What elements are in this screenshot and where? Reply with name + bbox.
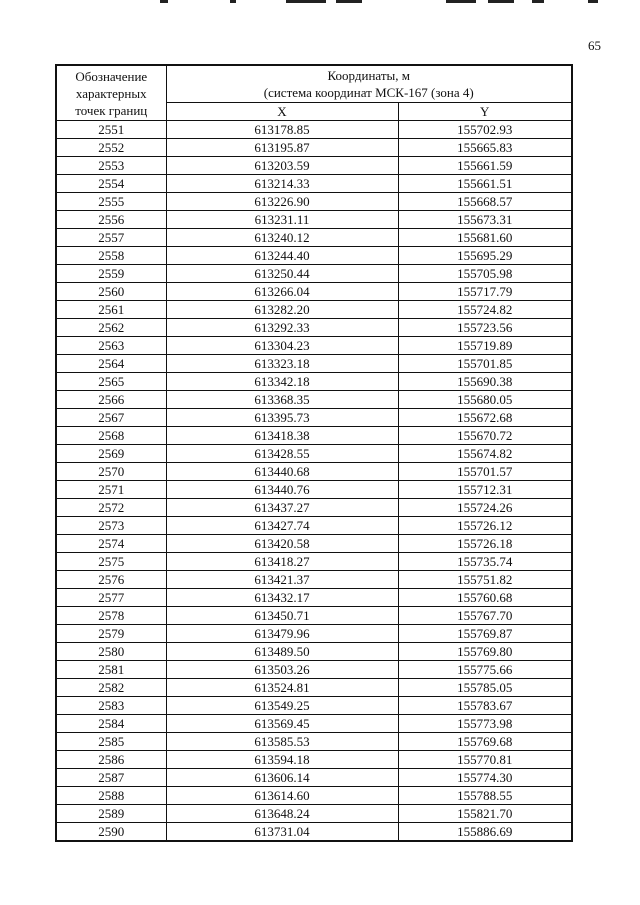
point-cell: 2588 <box>56 787 166 805</box>
y-coordinate-cell: 155719.89 <box>398 337 572 355</box>
y-coordinate-cell: 155701.57 <box>398 463 572 481</box>
table-row <box>56 247 572 265</box>
y-coordinate-cell: 155674.82 <box>398 445 572 463</box>
table-header <box>56 65 572 121</box>
y-coordinate-cell: 155726.12 <box>398 517 572 535</box>
y-coordinate-cell: 155726.18 <box>398 535 572 553</box>
point-cell: 2554 <box>56 175 166 193</box>
y-coordinate-cell: 155783.67 <box>398 697 572 715</box>
x-coordinate-cell: 613432.17 <box>166 589 398 607</box>
x-coordinate-cell: 613250.44 <box>166 265 398 283</box>
point-cell: 2571 <box>56 481 166 499</box>
table-row <box>56 535 572 553</box>
point-cell: 2579 <box>56 625 166 643</box>
scan-mark <box>230 0 236 3</box>
table-row <box>56 643 572 661</box>
table-row <box>56 175 572 193</box>
point-cell: 2577 <box>56 589 166 607</box>
point-cell: 2552 <box>56 139 166 157</box>
table-row <box>56 139 572 157</box>
point-cell: 2560 <box>56 283 166 301</box>
x-coordinate-cell: 613420.58 <box>166 535 398 553</box>
x-coordinate-cell: 613427.74 <box>166 517 398 535</box>
point-cell: 2581 <box>56 661 166 679</box>
x-coordinate-cell: 613549.25 <box>166 697 398 715</box>
point-cell: 2559 <box>56 265 166 283</box>
x-coordinate-cell: 613418.27 <box>166 553 398 571</box>
x-coordinate-cell: 613594.18 <box>166 751 398 769</box>
y-coordinate-cell: 155705.98 <box>398 265 572 283</box>
table-row <box>56 787 572 805</box>
y-coordinate-cell: 155821.70 <box>398 805 572 823</box>
x-coordinate-cell: 613440.76 <box>166 481 398 499</box>
point-cell: 2568 <box>56 427 166 445</box>
scan-mark <box>488 0 514 3</box>
point-header-line-1: Обозначение <box>75 69 148 84</box>
y-coordinate-cell: 155785.05 <box>398 679 572 697</box>
y-coordinate-cell: 155788.55 <box>398 787 572 805</box>
y-coordinate-cell: 155724.82 <box>398 301 572 319</box>
y-coordinate-cell: 155661.59 <box>398 157 572 175</box>
point-cell: 2566 <box>56 391 166 409</box>
point-header-line-3: точек границ <box>75 103 148 118</box>
coordinates-header-line-2: (система координат МСК-167 (зона 4) <box>263 85 474 100</box>
x-coordinate-cell: 613244.40 <box>166 247 398 265</box>
table-row <box>56 499 572 517</box>
table-row <box>56 751 572 769</box>
table-row <box>56 823 572 842</box>
y-coordinate-cell: 155665.83 <box>398 139 572 157</box>
table-row <box>56 805 572 823</box>
y-coordinate-cell: 155712.31 <box>398 481 572 499</box>
x-coordinate-cell: 613585.53 <box>166 733 398 751</box>
table-row <box>56 193 572 211</box>
x-coordinate-cell: 613428.55 <box>166 445 398 463</box>
table-row <box>56 337 572 355</box>
x-coordinate-cell: 613395.73 <box>166 409 398 427</box>
table-row <box>56 409 572 427</box>
x-coordinate-cell: 613731.04 <box>166 823 398 842</box>
y-coordinate-cell: 155690.38 <box>398 373 572 391</box>
point-cell: 2561 <box>56 301 166 319</box>
y-coordinate-cell: 155773.98 <box>398 715 572 733</box>
point-cell: 2555 <box>56 193 166 211</box>
table-row <box>56 229 572 247</box>
point-cell: 2576 <box>56 571 166 589</box>
point-cell: 2553 <box>56 157 166 175</box>
table-row <box>56 283 572 301</box>
scan-mark <box>286 0 326 3</box>
x-coordinate-cell: 613368.35 <box>166 391 398 409</box>
table-row <box>56 661 572 679</box>
point-cell: 2562 <box>56 319 166 337</box>
x-coordinate-cell: 613450.71 <box>166 607 398 625</box>
page-number: 65 <box>588 38 601 53</box>
x-coordinate-cell: 613503.26 <box>166 661 398 679</box>
scan-mark <box>160 0 168 3</box>
y-coordinate-cell: 155695.29 <box>398 247 572 265</box>
y-coordinate-cell: 155723.56 <box>398 319 572 337</box>
scan-edge-marks <box>0 0 640 6</box>
x-coordinate-cell: 613489.50 <box>166 643 398 661</box>
table-row <box>56 355 572 373</box>
y-coordinate-cell: 155751.82 <box>398 571 572 589</box>
y-coordinate-cell: 155760.68 <box>398 589 572 607</box>
x-coordinate-cell: 613437.27 <box>166 499 398 517</box>
point-cell: 2569 <box>56 445 166 463</box>
point-cell: 2575 <box>56 553 166 571</box>
x-coordinate-cell: 613606.14 <box>166 769 398 787</box>
table-row <box>56 391 572 409</box>
scan-mark <box>532 0 544 3</box>
point-cell: 2558 <box>56 247 166 265</box>
x-coordinate-cell: 613323.18 <box>166 355 398 373</box>
x-coordinate-cell: 613266.04 <box>166 283 398 301</box>
coordinates-table <box>55 64 573 842</box>
y-column-header: Y <box>398 103 572 121</box>
point-cell: 2586 <box>56 751 166 769</box>
point-cell: 2580 <box>56 643 166 661</box>
y-coordinate-cell: 155717.79 <box>398 283 572 301</box>
table-row <box>56 463 572 481</box>
x-coordinate-cell: 613195.87 <box>166 139 398 157</box>
x-coordinate-cell: 613614.60 <box>166 787 398 805</box>
y-coordinate-cell: 155668.57 <box>398 193 572 211</box>
table-row <box>56 697 572 715</box>
y-coordinate-cell: 155770.81 <box>398 751 572 769</box>
coordinates-header-line-1: Координаты, м <box>327 68 410 83</box>
x-coordinate-cell: 613214.33 <box>166 175 398 193</box>
table-row <box>56 427 572 445</box>
point-cell: 2590 <box>56 823 166 842</box>
y-coordinate-cell: 155769.87 <box>398 625 572 643</box>
scan-mark <box>336 0 362 3</box>
point-cell: 2567 <box>56 409 166 427</box>
y-coordinate-cell: 155681.60 <box>398 229 572 247</box>
x-coordinate-cell: 613231.11 <box>166 211 398 229</box>
y-coordinate-cell: 155701.85 <box>398 355 572 373</box>
point-cell: 2585 <box>56 733 166 751</box>
x-coordinate-cell: 613292.33 <box>166 319 398 337</box>
x-coordinate-cell: 613282.20 <box>166 301 398 319</box>
point-cell: 2565 <box>56 373 166 391</box>
y-coordinate-cell: 155670.72 <box>398 427 572 445</box>
y-coordinate-cell: 155774.30 <box>398 769 572 787</box>
point-cell: 2563 <box>56 337 166 355</box>
point-cell: 2573 <box>56 517 166 535</box>
table-body <box>56 121 572 842</box>
table-row <box>56 445 572 463</box>
y-coordinate-cell: 155702.93 <box>398 121 572 139</box>
point-cell: 2578 <box>56 607 166 625</box>
x-coordinate-cell: 613304.23 <box>166 337 398 355</box>
point-cell: 2556 <box>56 211 166 229</box>
table-row <box>56 265 572 283</box>
table-row <box>56 625 572 643</box>
scan-mark <box>446 0 476 3</box>
x-coordinate-cell: 613342.18 <box>166 373 398 391</box>
table-row <box>56 607 572 625</box>
y-coordinate-cell: 155673.31 <box>398 211 572 229</box>
x-coordinate-cell: 613524.81 <box>166 679 398 697</box>
y-coordinate-cell: 155769.80 <box>398 643 572 661</box>
table-row <box>56 211 572 229</box>
table-row <box>56 715 572 733</box>
coordinates-header <box>166 65 572 103</box>
x-coordinate-cell: 613569.45 <box>166 715 398 733</box>
y-coordinate-cell: 155775.66 <box>398 661 572 679</box>
point-cell: 2564 <box>56 355 166 373</box>
point-cell: 2587 <box>56 769 166 787</box>
point-column-header <box>56 65 166 121</box>
y-coordinate-cell: 155767.70 <box>398 607 572 625</box>
table-row <box>56 769 572 787</box>
x-coordinate-cell: 613440.68 <box>166 463 398 481</box>
table-row <box>56 481 572 499</box>
table-row <box>56 319 572 337</box>
x-coordinate-cell: 613178.85 <box>166 121 398 139</box>
table-row <box>56 517 572 535</box>
y-coordinate-cell: 155886.69 <box>398 823 572 842</box>
y-coordinate-cell: 155672.68 <box>398 409 572 427</box>
table-row <box>56 571 572 589</box>
y-coordinate-cell: 155661.51 <box>398 175 572 193</box>
table-row <box>56 553 572 571</box>
point-cell: 2589 <box>56 805 166 823</box>
table-row <box>56 733 572 751</box>
point-cell: 2574 <box>56 535 166 553</box>
point-cell: 2572 <box>56 499 166 517</box>
y-coordinate-cell: 155735.74 <box>398 553 572 571</box>
y-coordinate-cell: 155724.26 <box>398 499 572 517</box>
point-cell: 2570 <box>56 463 166 481</box>
x-coordinate-cell: 613203.59 <box>166 157 398 175</box>
point-cell: 2551 <box>56 121 166 139</box>
x-coordinate-cell: 613421.37 <box>166 571 398 589</box>
x-coordinate-cell: 613648.24 <box>166 805 398 823</box>
table-row <box>56 301 572 319</box>
x-column-header: X <box>166 103 398 121</box>
table-row <box>56 373 572 391</box>
scan-mark <box>588 0 598 3</box>
point-header-line-2: характерных <box>75 86 147 101</box>
point-cell: 2557 <box>56 229 166 247</box>
table-row <box>56 121 572 139</box>
table-row <box>56 589 572 607</box>
x-coordinate-cell: 613226.90 <box>166 193 398 211</box>
x-coordinate-cell: 613240.12 <box>166 229 398 247</box>
point-cell: 2584 <box>56 715 166 733</box>
x-coordinate-cell: 613418.38 <box>166 427 398 445</box>
y-coordinate-cell: 155680.05 <box>398 391 572 409</box>
table-row <box>56 157 572 175</box>
table-row <box>56 679 572 697</box>
point-cell: 2582 <box>56 679 166 697</box>
y-coordinate-cell: 155769.68 <box>398 733 572 751</box>
point-cell: 2583 <box>56 697 166 715</box>
x-coordinate-cell: 613479.96 <box>166 625 398 643</box>
